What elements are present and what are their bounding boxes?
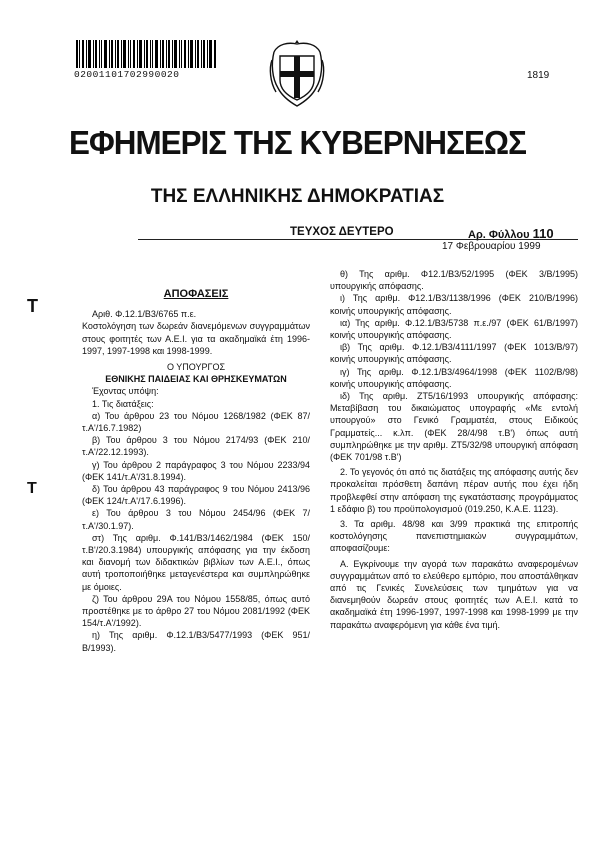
left-column xyxy=(82,288,310,654)
list-item: η) Της αριθμ. Φ.12.1/Β3/5477/1993 (ΦΕΚ 951/Β/1993). xyxy=(82,630,310,653)
list-item: δ) Του άρθρου 43 παράγραφος 9 του Νόμου 2413/96 (ΦΕΚ 124/τ.Α'/17.6.1996). xyxy=(82,484,310,507)
paragraph: 1. Τις διατάξεις: xyxy=(92,398,154,409)
issue-date: 17 Φεβρουαρίου 1999 xyxy=(442,241,541,252)
list-item: β) Του άρθρου 3 του Νόμου 2174/93 (ΦΕΚ 210/τ.Α'/22.12.1993). xyxy=(82,435,310,458)
list-item: ια) Της αριθμ. Φ.12.1/Β3/5738 π.ε./97 (ΦΕΚ 61/Β/1997) κοινής υπουργικής απόφασης. xyxy=(330,317,578,341)
barcode-number: 02001101702990020 xyxy=(74,69,180,80)
list-item: ζ) Του άρθρου 29Α του Νόμου 1558/85, όπως αυτό προστέθηκε με το άρθρο 27 του Νόμου 2081/1992 (ΦΕΚ 154/τ.Α'/1992). xyxy=(82,593,310,629)
minister-line: Ο ΥΠΟΥΡΓΟΣ xyxy=(166,362,226,373)
header-rule xyxy=(138,239,578,240)
paragraph: 3. Τα αριθμ. 48/98 και 3/99 πρακτικά της επιτροπής κοστολόγησης πανεπιστημιακών συγγραμμάτων, αποφασίζουμε: xyxy=(330,519,578,554)
decision-reference: Αριθ. Φ.12.1/Β3/6765 π.ε. xyxy=(92,309,197,320)
list-item: θ) Της αριθμ. Φ12.1/Β3/52/1995 (ΦΕΚ 3/Β/1995) υπουργικής απόφασης. xyxy=(330,269,578,292)
gazette-title: ΕΦΗΜΕΡΙΣ ΤΗΣ ΚΥΒΕΡΝΗΣΕΩΣ xyxy=(69,124,526,161)
decision-title: Κοστολόγηση των δωρεάν διανεμόμενων συγγραμμάτων στους φοιτητές των Α.Ε.Ι. για τα ακαδημαϊκά έτη 1996-1997, 1997-1998 και 1998-1999. xyxy=(82,321,310,356)
coat-of-arms-icon xyxy=(268,38,326,110)
gazette-subtitle: ΤΗΣ ΕΛΛΗΝΙΚΗΣ ΔΗΜΟΚΡΑΤΙΑΣ xyxy=(150,186,445,207)
right-column xyxy=(330,268,578,631)
having-regard: Έχοντας υπόψη: xyxy=(92,386,159,397)
paragraph: 2. Το γεγονός ότι από τις διατάξεις της απόφασης αυτής δεν προκαλείται πρόσθετη δαπάνη πέραν αυτής που έχει ήδη προβλεφθεί στην απόφαση της εγκατάστασης προγράμματος 1 εδάφιο β) του προϋπολογισμού (019.250, Κ.Α.Ε. 1123). xyxy=(330,467,578,514)
minister-line: ΕΘΝΙΚΗΣ ΠΑΙΔΕΙΑΣ ΚΑΙ ΘΡΗΣΚΕΥΜΑΤΩΝ xyxy=(105,374,287,385)
list-item: στ) Της αριθμ. Φ.141/Β3/1462/1984 (ΦΕΚ 150/τ.Β'/20.3.1984) υπουργικής απόφασης για την έκδοση και διανομή των διδακτικών βιβλίων των Α.Ε.Ι., όπως αυτή τροποποιήθηκε μεταγενέστερα και συμπληρώθηκε με όμοιες. xyxy=(82,532,310,592)
issue-label: ΤΕΥΧΟΣ ΔΕΥΤΕΡΟ xyxy=(290,226,394,238)
list-item: ιγ) Της αριθμ. Φ.12.1/Β3/4964/1998 (ΦΕΚ 1102/Β/98) κοινής υπουργικής απόφασης. xyxy=(330,366,578,389)
list-item: ε) Του άρθρου 3 του Νόμου 2454/96 (ΦΕΚ 7/τ.Α'/30.1.97). xyxy=(82,508,310,531)
list-item: α) Του άρθρου 23 του Νόμου 1268/1982 (ΦΕΚ 87/τ.Α'/16.7.1982) xyxy=(82,410,310,434)
list-item: ιβ) Της αριθμ. Φ.12.1/Β3/4111/1997 (ΦΕΚ 1013/Β/97) κοινής υπουργικής απόφασης. xyxy=(330,342,578,365)
margin-mark: Τ xyxy=(27,480,37,497)
list-item: γ) Του άρθρου 2 παράγραφος 3 του Νόμου 2233/94 (ΦΕΚ 141/τ.Α'/31.8.1994). xyxy=(82,459,310,482)
list-item: ιδ) Της αριθμ. ΖΤ5/16/1993 υπουργικής απόφασης: Μεταβίβαση του δικαιώματος υπογραφής «Με εντολή υπουργού» στο Γενικό Γραμματέα, στους Ειδικούς Γραμματείς... κ.λπ. (ΦΕΚ 28/4/98 τ.Β') όπως αυτή συμπληρώθηκε με την αριθμ. ΖΤ5/32/98 υπουργική απόφαση (ΦΕΚ 701/98 τ.Β') xyxy=(330,391,578,463)
sheet-number-value: 110 xyxy=(532,226,554,241)
page-number: 1819 xyxy=(527,70,550,81)
paragraph: Α. Εγκρίνουμε την αγορά των παρακάτω αναφερομένων συγγραμμάτων από το ελεύθερο εμπόριο, που αποστάλθηκαν από τις Γενικές Συνελεύσεις των τμημάτων για να διανεμηθούν δωρεάν στους φοιτητές των Α.Ε.Ι. κατά το ακαδημαϊκά έτη 1996-1997, 1997-1998 και 1998-1999 με την παρακάτω αναφερόμενη για κάθε ένα τιμή. xyxy=(330,558,578,630)
margin-mark: Τ xyxy=(27,296,38,316)
list-item: ι) Της αριθμ. Φ12.1/Β3/1138/1996 (ΦΕΚ 210/Β/1996) κοινής υπουργικής απόφασης. xyxy=(330,293,578,316)
section-heading: ΑΠΟΦΑΣΕΙΣ xyxy=(163,288,229,300)
barcode xyxy=(76,40,216,68)
sheet-label: Αρ. Φύλλου xyxy=(468,229,530,241)
